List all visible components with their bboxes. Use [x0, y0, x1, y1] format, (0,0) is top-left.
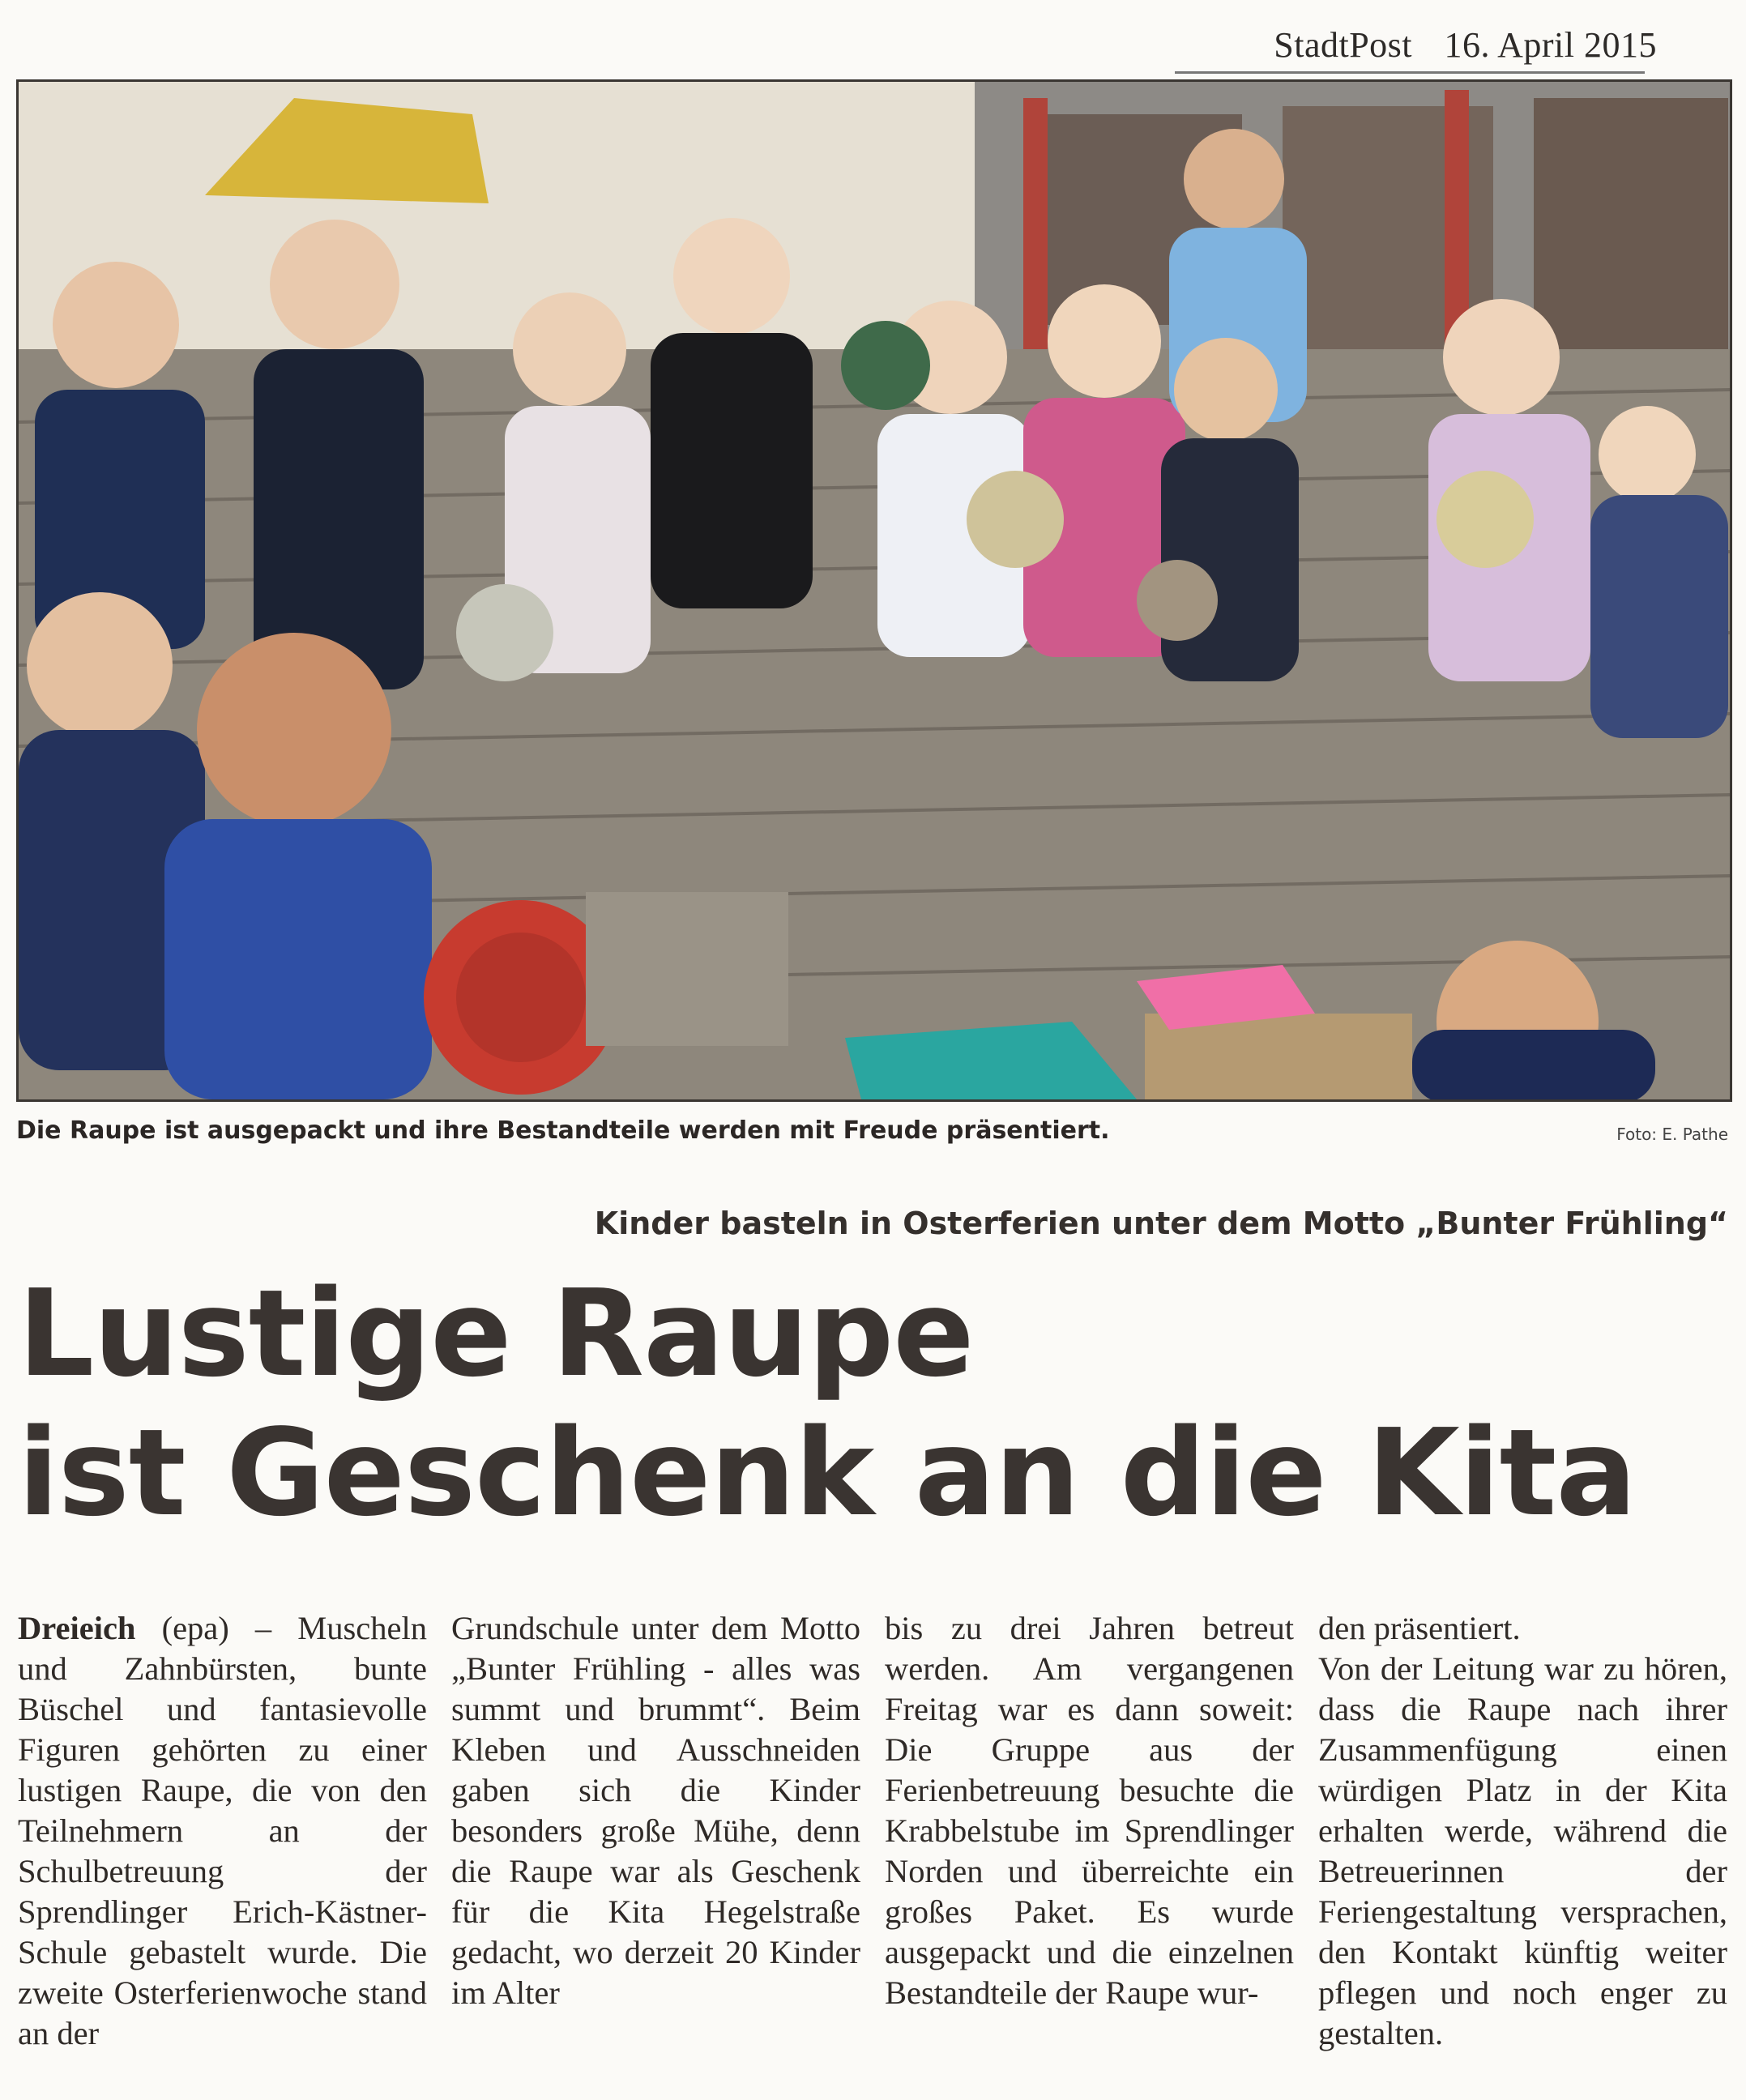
photo-caption: Die Raupe ist ausgepackt und ihre Bestandteile werden mit Freude präsentiert.: [16, 1116, 1110, 1145]
masthead: [1251, 24, 1657, 66]
article-column-1: [18, 1608, 427, 2086]
article-body: [18, 1608, 1727, 2086]
article-column-4: [1318, 1608, 1727, 2086]
column-1-text: (epa) – Muscheln und Zahnbürsten, bunte Büschel und fantasievolle Figuren gehörten zu einer lustigen Raupe, die von den Teilnehmern an der Schulbetreuung der Sprendlinger Erich-Kästner-Schule gebastelt wurde. Die zweite Osterferienwoche stand an der: [18, 1610, 428, 2051]
article-kicker: Kinder basteln in Osterferien unter dem Motto „Bunter Frühling“: [594, 1206, 1728, 1241]
column-4-paragraph-1: den präsentiert.: [1318, 1610, 1521, 1646]
photo-illustration: [19, 82, 1730, 1099]
headline-line-2: ist Geschenk an die Kita: [18, 1403, 1637, 1543]
paper-name: StadtPost: [1274, 25, 1413, 65]
article-photo: [16, 79, 1732, 1102]
issue-date: 16. April 2015: [1444, 25, 1657, 65]
dateline: Dreieich: [18, 1610, 136, 1646]
article-column-3: [885, 1608, 1294, 2086]
headline-line-1: Lustige Raupe: [18, 1264, 974, 1403]
column-1-paragraph: [18, 1608, 427, 2054]
article-headline: [18, 1264, 1727, 1543]
column-4-paragraph-2: Von der Leitung war zu hören, dass die Raupe nach ihrer Zusammenfügung einen würdigen Platz in der Kita erhalten werde, während die Betreuerinnen der Feriengestaltung versprachen, den Kontakt künftig weiter pflegen und noch enger zu gestalten.: [1318, 1650, 1727, 2051]
photo-credit: Foto: E. Pathe: [1616, 1125, 1728, 1144]
article-column-2: [451, 1608, 860, 2086]
masthead-rule: [1175, 71, 1645, 74]
column-3-text: bis zu drei Jahren betreut werden. Am vergangenen Freitag war es dann soweit: Die Gruppe aus der Ferienbetreuung besuchte die Krabbelstube im Sprendlinger Norden und überreichte ein großes Paket. Es wurde ausgepackt und die einzelnen Bestandteile der Raupe wur-: [885, 1610, 1294, 2011]
column-2-text: Grundschule unter dem Motto „Bunter Frühling - alles was summt und brummt“. Beim Kleben und Ausschneiden gaben sich die Kinder besonders große Mühe, denn die Raupe war als Geschenk für die Kita Hegelstraße gedacht, wo derzeit 20 Kinder im Alter: [451, 1610, 860, 2011]
